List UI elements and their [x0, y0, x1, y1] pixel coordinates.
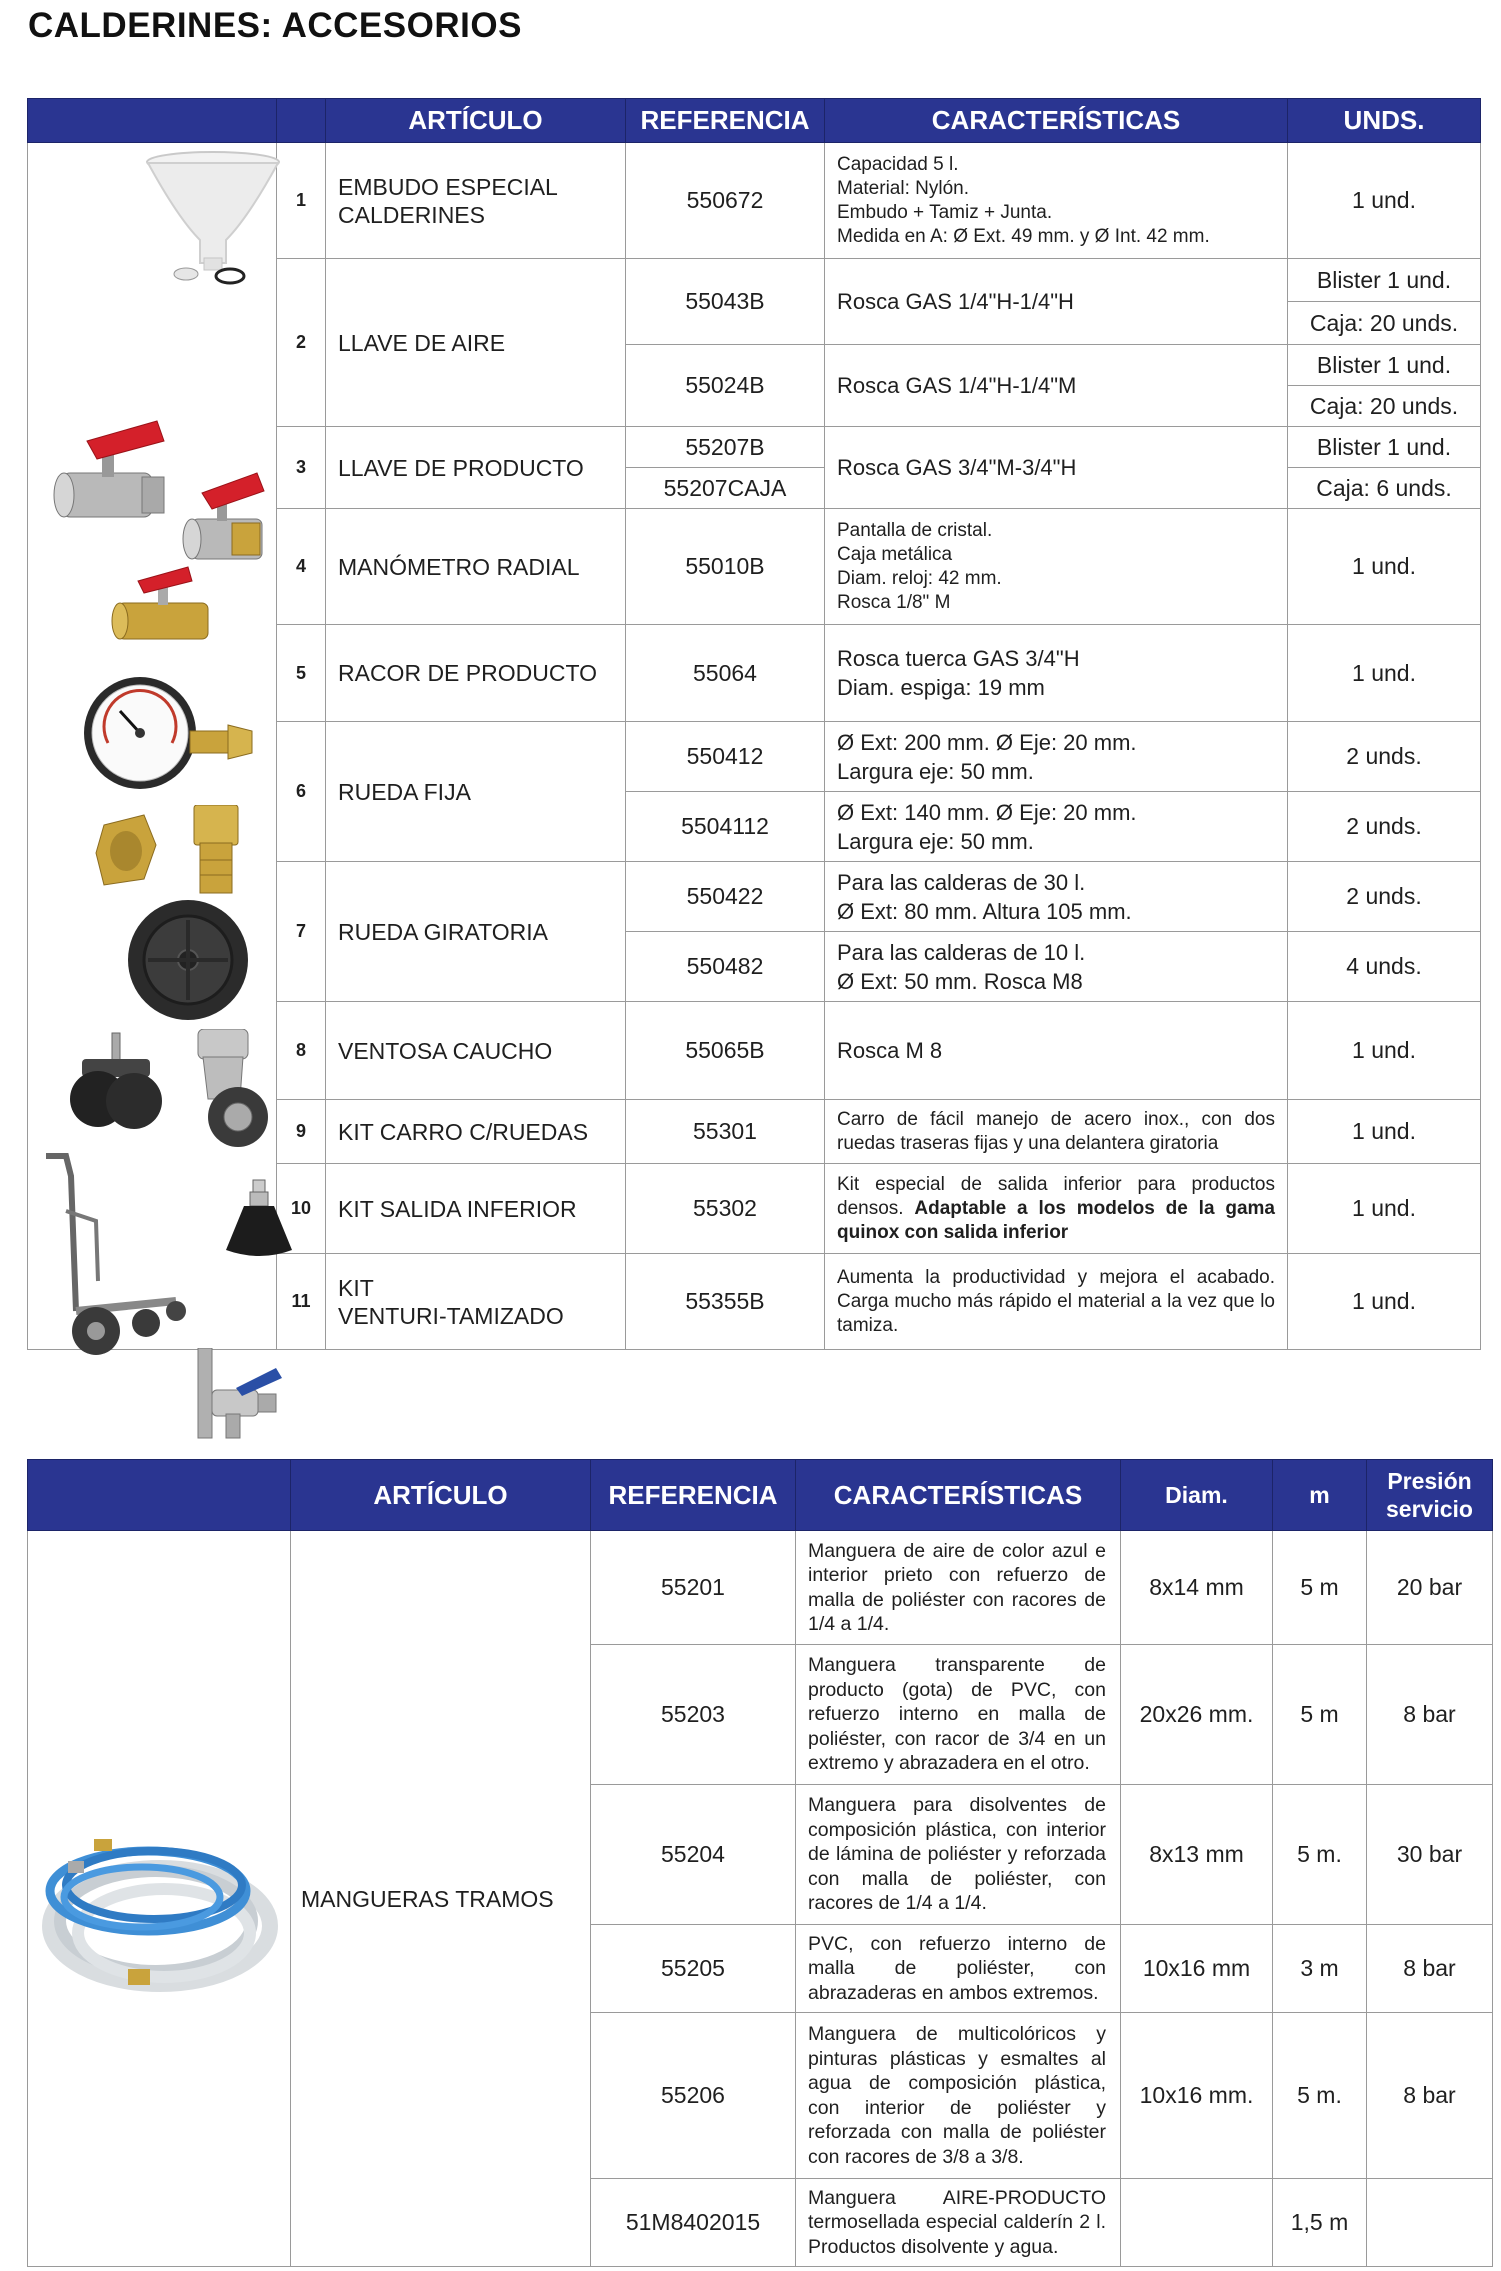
articulo-cell: EMBUDO ESPECIAL CALDERINES	[326, 143, 626, 259]
trolley-icon	[36, 1151, 206, 1361]
header-number-column	[277, 99, 326, 143]
row-number: 9	[277, 1100, 326, 1164]
length-cell: 1,5 m	[1273, 2179, 1367, 2267]
product-images-column	[28, 143, 277, 1350]
char-text: Kit especial de salida inferior para productos densos.	[837, 1173, 1275, 1219]
row-number: 5	[277, 625, 326, 722]
fitting-icon	[94, 805, 254, 895]
header-unds: UNDS.	[1288, 99, 1481, 143]
row-number: 3	[277, 427, 326, 509]
row-number: 11	[277, 1254, 326, 1350]
char-text-bold: Adaptable a los modelos de la gama quinox con salida inferior	[837, 1197, 1275, 1243]
unds-cell: Caja: 6 unds.	[1288, 468, 1481, 509]
hose-image-cell	[28, 1531, 291, 2267]
caracteristicas-cell: Manguera para disolventes de composición plástica, con interior de lámina de poliéster y reforzada con malla de poliéster, con racores de 1/4 a 1/4.	[796, 1785, 1121, 1925]
articulo-cell: MANÓMETRO RADIAL	[326, 509, 626, 625]
product-valve-icon	[108, 561, 218, 651]
funnel-icon	[138, 148, 288, 288]
caracteristicas-cell: Manguera de aire de color azul e interior prieto con refuerzo de malla de poliéster con racores de 1/4 a 1/4.	[796, 1531, 1121, 1645]
articulo-cell: VENTOSA CAUCHO	[326, 1002, 626, 1100]
diam-cell: 10x16 mm.	[1121, 2013, 1273, 2179]
table-row	[28, 143, 1481, 259]
articulo-cell: RACOR DE PRODUCTO	[326, 625, 626, 722]
header-image-column	[28, 99, 277, 143]
unds-cell: 1 und.	[1288, 1254, 1481, 1350]
referencia-cell: 55355B	[626, 1254, 825, 1350]
referencia-cell: 55203	[591, 1645, 796, 1785]
referencia-cell: 55206	[591, 2013, 796, 2179]
referencia-cell: 55043B	[626, 259, 825, 345]
caracteristicas-cell	[825, 143, 1288, 259]
unds-cell: Blister 1 und.	[1288, 427, 1481, 468]
char-line: Diam. reloj: 42 mm.	[837, 567, 1002, 589]
suction-cup-icon	[220, 1178, 300, 1268]
char-line: Material: Nylón.	[837, 177, 969, 199]
header-articulo: ARTÍCULO	[291, 1460, 591, 1531]
header-m: m	[1273, 1460, 1367, 1531]
unds-cell: Blister 1 und.	[1288, 345, 1481, 386]
articulo-cell: MANGUERAS TRAMOS	[291, 1531, 591, 2267]
pressure-cell: 8 bar	[1367, 2013, 1493, 2179]
caracteristicas-cell: Carro de fácil manejo de acero inox., con dos ruedas traseras fijas y una delantera giratoria	[825, 1100, 1288, 1164]
referencia-cell: 55010B	[626, 509, 825, 625]
caracteristicas-cell	[825, 792, 1288, 862]
hose-coil-icon	[38, 1821, 283, 2006]
caracteristicas-cell	[825, 932, 1288, 1002]
hoses-table	[27, 1459, 1493, 2267]
referencia-cell: 55204	[591, 1785, 796, 1925]
unds-cell: 1 und.	[1288, 509, 1481, 625]
char-line: Capacidad 5 l.	[837, 153, 959, 175]
referencia-cell: 55301	[626, 1100, 825, 1164]
unds-cell: Caja: 20 unds.	[1288, 386, 1481, 427]
char-line: Ø Ext: 80 mm. Altura 105 mm.	[837, 898, 1132, 924]
header-diam: Diam.	[1121, 1460, 1273, 1531]
referencia-cell: 51M8402015	[591, 2179, 796, 2267]
unds-cell: 1 und.	[1288, 1164, 1481, 1254]
page-title: CALDERINES: ACCESORIOS	[28, 6, 522, 45]
header-caracteristicas: CARACTERÍSTICAS	[796, 1460, 1121, 1531]
caracteristicas-cell: Manguera transparente de producto (gota) de PVC, con refuerzo interno en malla de poliéster, con racor de 3/4 en un extremo y abrazadera en el otro.	[796, 1645, 1121, 1785]
header-referencia: REFERENCIA	[591, 1460, 796, 1531]
unds-cell: 4 unds.	[1288, 932, 1481, 1002]
char-line: Para las calderas de 10 l.	[837, 939, 1086, 965]
articulo-cell: KIT CARRO C/RUEDAS	[326, 1100, 626, 1164]
length-cell: 3 m	[1273, 1925, 1367, 2013]
caracteristicas-cell: Rosca GAS 1/4"H-1/4"H	[825, 259, 1288, 345]
diam-cell	[1121, 2179, 1273, 2267]
char-line: Ø Ext: 200 mm. Ø Eje: 20 mm.	[837, 729, 1137, 755]
row-number: 4	[277, 509, 326, 625]
referencia-cell: 550422	[626, 862, 825, 932]
referencia-cell: 550672	[626, 143, 825, 259]
referencia-cell: 550412	[626, 722, 825, 792]
pressure-cell: 20 bar	[1367, 1531, 1493, 1645]
pressure-cell	[1367, 2179, 1493, 2267]
row-number: 8	[277, 1002, 326, 1100]
unds-cell: 1 und.	[1288, 1100, 1481, 1164]
table-row	[28, 1531, 1493, 1645]
unds-cell: 1 und.	[1288, 1002, 1481, 1100]
diam-cell: 8x14 mm	[1121, 1531, 1273, 1645]
row-number: 1	[277, 143, 326, 259]
caracteristicas-cell: PVC, con refuerzo interno de malla de poliéster, con abrazaderas en ambos extremos.	[796, 1925, 1121, 2013]
length-cell: 5 m	[1273, 1531, 1367, 1645]
header-articulo: ARTÍCULO	[326, 99, 626, 143]
caracteristicas-cell: Manguera de multicolóricos y pinturas plásticas y esmaltes al agua de composición plástica, con interior de poliéster y reforzada con malla de poliéster con racores de 3/8 a 3/8.	[796, 2013, 1121, 2179]
char-line: Largura eje: 50 mm.	[837, 828, 1034, 854]
pressure-cell: 30 bar	[1367, 1785, 1493, 1925]
referencia-cell: 55207CAJA	[626, 468, 825, 509]
row-number: 6	[277, 722, 326, 862]
header-referencia: REFERENCIA	[626, 99, 825, 143]
articulo-cell	[326, 1254, 626, 1350]
length-cell: 5 m.	[1273, 1785, 1367, 1925]
referencia-cell: 55207B	[626, 427, 825, 468]
char-line: Rosca tuerca GAS 3/4"H	[837, 646, 1080, 671]
referencia-cell: 5504112	[626, 792, 825, 862]
pressure-gauge-icon	[78, 673, 268, 793]
unds-cell: Caja: 20 unds.	[1288, 302, 1481, 345]
caracteristicas-cell: Manguera AIRE-PRODUCTO termosellada especial calderín 2 l. Productos disolvente y agua.	[796, 2179, 1121, 2267]
referencia-cell: 55302	[626, 1164, 825, 1254]
articulo-cell: KIT SALIDA INFERIOR	[326, 1164, 626, 1254]
caracteristicas-cell	[825, 722, 1288, 792]
caracteristicas-cell	[825, 1164, 1288, 1254]
char-line: Diam. espiga: 19 mm	[837, 675, 1045, 700]
caracteristicas-cell: Rosca GAS 3/4"M-3/4"H	[825, 427, 1288, 509]
header-presion	[1367, 1460, 1493, 1531]
char-line: Rosca 1/8" M	[837, 591, 951, 613]
unds-cell: Blister 1 und.	[1288, 259, 1481, 302]
length-cell: 5 m.	[1273, 2013, 1367, 2179]
caracteristicas-cell	[825, 625, 1288, 722]
articulo-cell: RUEDA FIJA	[326, 722, 626, 862]
row-number: 2	[277, 259, 326, 427]
header-presion-line: servicio	[1386, 1496, 1473, 1522]
header-caracteristicas: CARACTERÍSTICAS	[825, 99, 1288, 143]
unds-cell: 2 unds.	[1288, 722, 1481, 792]
unds-cell: 1 und.	[1288, 625, 1481, 722]
caracteristicas-cell: Rosca GAS 1/4"H-1/4"M	[825, 345, 1288, 427]
diam-cell: 10x16 mm	[1121, 1925, 1273, 2013]
referencia-cell: 55205	[591, 1925, 796, 2013]
caracteristicas-cell	[825, 862, 1288, 932]
char-line: Ø Ext: 50 mm. Rosca M8	[837, 968, 1083, 994]
referencia-cell: 550482	[626, 932, 825, 1002]
swivel-wheel-icon	[68, 1029, 288, 1149]
referencia-cell: 55064	[626, 625, 825, 722]
header-presion-line: Presión	[1387, 1468, 1472, 1494]
unds-cell: 2 unds.	[1288, 862, 1481, 932]
articulo-line: VENTURI-TAMIZADO	[338, 1302, 564, 1329]
air-valve-icon	[42, 411, 272, 579]
char-line: Para las calderas de 30 l.	[837, 869, 1086, 895]
caracteristicas-cell	[825, 509, 1288, 625]
char-line: Medida en A: Ø Ext. 49 mm. y Ø Int. 42 mm.	[837, 225, 1210, 247]
articulo-line: KIT	[338, 1274, 374, 1301]
char-line: Ø Ext: 140 mm. Ø Eje: 20 mm.	[837, 799, 1137, 825]
diam-cell: 20x26 mm.	[1121, 1645, 1273, 1785]
bottom-outlet-icon	[196, 1348, 296, 1443]
char-line: Pantalla de cristal.	[837, 519, 993, 541]
unds-cell: 2 unds.	[1288, 792, 1481, 862]
header-image-column	[28, 1460, 291, 1531]
articulo-cell: LLAVE DE AIRE	[326, 259, 626, 427]
fixed-wheel-icon	[123, 895, 253, 1025]
articulo-cell: RUEDA GIRATORIA	[326, 862, 626, 1002]
row-number: 7	[277, 862, 326, 1002]
referencia-cell: 55201	[591, 1531, 796, 1645]
referencia-cell: 55065B	[626, 1002, 825, 1100]
accessories-table	[27, 98, 1481, 1350]
pressure-cell: 8 bar	[1367, 1925, 1493, 2013]
caracteristicas-cell: Aumenta la productividad y mejora el acabado. Carga mucho más rápido el material a la vez que lo tamiza.	[825, 1254, 1288, 1350]
char-line: Embudo + Tamiz + Junta.	[837, 201, 1053, 223]
articulo-cell: LLAVE DE PRODUCTO	[326, 427, 626, 509]
unds-cell: 1 und.	[1288, 143, 1481, 259]
row-number: 10	[277, 1164, 326, 1254]
length-cell: 5 m	[1273, 1645, 1367, 1785]
char-line: Caja metálica	[837, 543, 953, 565]
referencia-cell: 55024B	[626, 345, 825, 427]
char-line: Largura eje: 50 mm.	[837, 758, 1034, 784]
diam-cell: 8x13 mm	[1121, 1785, 1273, 1925]
pressure-cell: 8 bar	[1367, 1645, 1493, 1785]
caracteristicas-cell: Rosca M 8	[825, 1002, 1288, 1100]
